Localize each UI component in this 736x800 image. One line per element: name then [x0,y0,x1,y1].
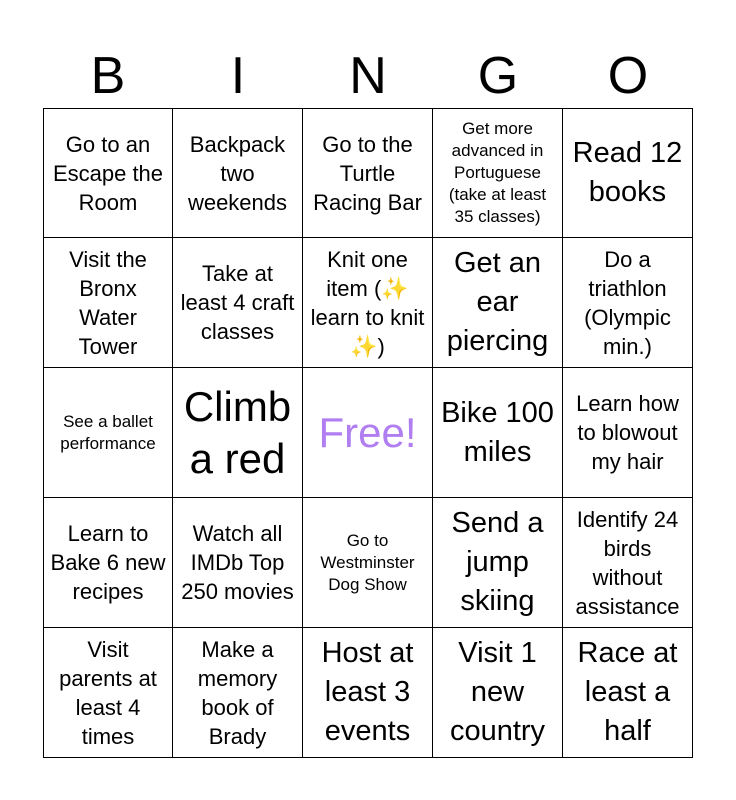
bingo-header [43,44,693,108]
bingo-cell[interactable] [303,238,433,368]
bingo-cell[interactable] [303,628,433,758]
cell-text: Knit one item (✨ learn to knit ✨) [310,246,425,359]
bingo-cell[interactable] [43,628,173,758]
cell-text: Take at least 4 craft classes [180,261,295,344]
bingo-cell[interactable] [433,108,563,238]
bingo-cell[interactable] [433,498,563,628]
cell-text: Host at least 3 events [321,637,414,747]
cell-text: Visit the Bronx Water Tower [69,246,147,359]
bingo-cell[interactable] [433,238,563,368]
header-letter-b: B [90,47,126,105]
header-letter-i: I [230,47,246,105]
cell-text: Get an ear piercing [446,247,549,357]
free-space-cell[interactable] [303,368,433,498]
cell-text: Go to an Escape the Room [52,131,164,215]
cell-text: Race at least a half [577,637,678,747]
bingo-cell[interactable] [563,108,693,238]
bingo-cell[interactable] [563,498,693,628]
bingo-cell[interactable] [173,628,303,758]
cell-text: Visit 1 new country [449,637,546,747]
cell-text: Identify 24 birds without assistance [575,506,680,619]
free-space-text: Free! [318,408,417,456]
cell-text: Learn how to blowout my hair [576,391,679,474]
bingo-grid [43,108,693,758]
cell-text: Climb a red [183,382,292,482]
bingo-cell[interactable] [43,368,173,498]
bingo-cell[interactable] [433,628,563,758]
bingo-cell[interactable] [173,498,303,628]
cell-text: Learn to Bake 6 new recipes [50,521,166,604]
cell-text: See a ballet performance [60,411,156,453]
bingo-cell[interactable] [303,108,433,238]
bingo-cell[interactable] [433,368,563,498]
bingo-cell[interactable] [43,238,173,368]
cell-text: Make a memory book of Brady [197,636,278,749]
header-letter-n: N [349,47,387,105]
cell-text: Go to the Turtle Racing Bar [313,131,422,215]
bingo-cell[interactable] [43,498,173,628]
header-letter-g: G [477,47,519,105]
cell-text: Watch all IMDb Top 250 movies [181,521,294,604]
bingo-cell[interactable] [303,498,433,628]
bingo-cell[interactable] [173,238,303,368]
bingo-cell[interactable] [173,368,303,498]
bingo-cell[interactable] [43,108,173,238]
cell-text: Read 12 books [572,137,683,208]
cell-text: Visit parents at least 4 times [59,636,157,749]
cell-text: Go to Westminster Dog Show [320,530,415,594]
cell-text: Do a triathlon (Olympic min.) [584,246,671,359]
cell-text: Get more advanced in Portuguese (take at least 35 classes) [448,119,547,226]
bingo-cell[interactable] [563,238,693,368]
header-letter-o: O [607,47,649,105]
bingo-cell[interactable] [563,628,693,758]
bingo-cell[interactable] [173,108,303,238]
bingo-cell[interactable] [563,368,693,498]
cell-text: Backpack two weekends [187,131,288,215]
cell-text: Send a jump skiing [451,507,544,617]
cell-text: Bike 100 miles [441,396,554,468]
